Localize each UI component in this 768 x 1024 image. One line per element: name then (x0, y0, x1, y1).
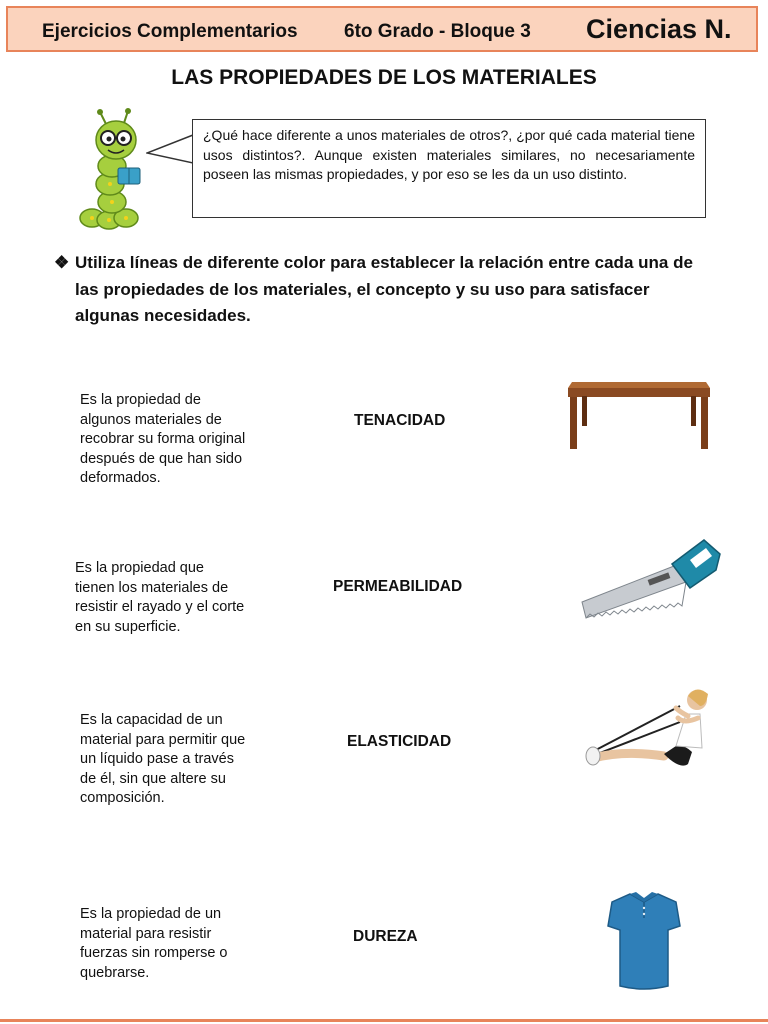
speech-bubble-tail (146, 133, 194, 167)
definition-3: Es la capacidad de un material para permitir que un líquido pase a través de él, sin que altere su composición. (80, 712, 246, 806)
instruction-text: Utiliza líneas de diferente color para establecer la relación entre cada una de las propiedades de los materiales, el concepto y su uso para satisfacer algunas necesidades. (75, 253, 693, 325)
worm-mascot-icon (78, 108, 150, 230)
instruction (54, 250, 714, 330)
saw-icon (578, 536, 724, 620)
page-header (6, 6, 758, 52)
definition-4: Es la propiedad de un material para resistir fuerzas sin romperse o quebrarse. (80, 906, 228, 981)
header-course: Ciencias N. (586, 14, 732, 44)
speech-bubble (192, 119, 706, 218)
polo-shirt-icon (606, 888, 682, 990)
footer-line (0, 1019, 768, 1022)
bubble-text: ¿Qué hace diferente a unos materiales de otros?, ¿por qué cada material tiene usos distintos?. Aunque existen materiales similares, no necesariamente poseen las mismas propiedades, y por eso se les da un uso distinto. (203, 127, 695, 182)
exercise-band-woman-icon (584, 684, 716, 784)
term-1: TENACIDAD (354, 412, 446, 429)
page-title: LAS PROPIEDADES DE LOS MATERIALES (171, 66, 597, 89)
definition-1: Es la propiedad de algunos materiales de recobrar su forma original después de que han sido deformados. (80, 392, 246, 486)
header-grade-block: 6to Grado - Bloque 3 (344, 21, 531, 42)
table-icon (566, 374, 712, 452)
term-2: PERMEABILIDAD (333, 578, 463, 595)
bullet-icon: ❖ (54, 253, 70, 272)
definition-2: Es la propiedad que tienen los materiales de resistir el rayado y el corte en su superficie. (75, 560, 245, 635)
term-4: DUREZA (353, 928, 418, 945)
term-3: ELASTICIDAD (347, 733, 452, 750)
header-subject-series: Ejercicios Complementarios (42, 21, 298, 42)
